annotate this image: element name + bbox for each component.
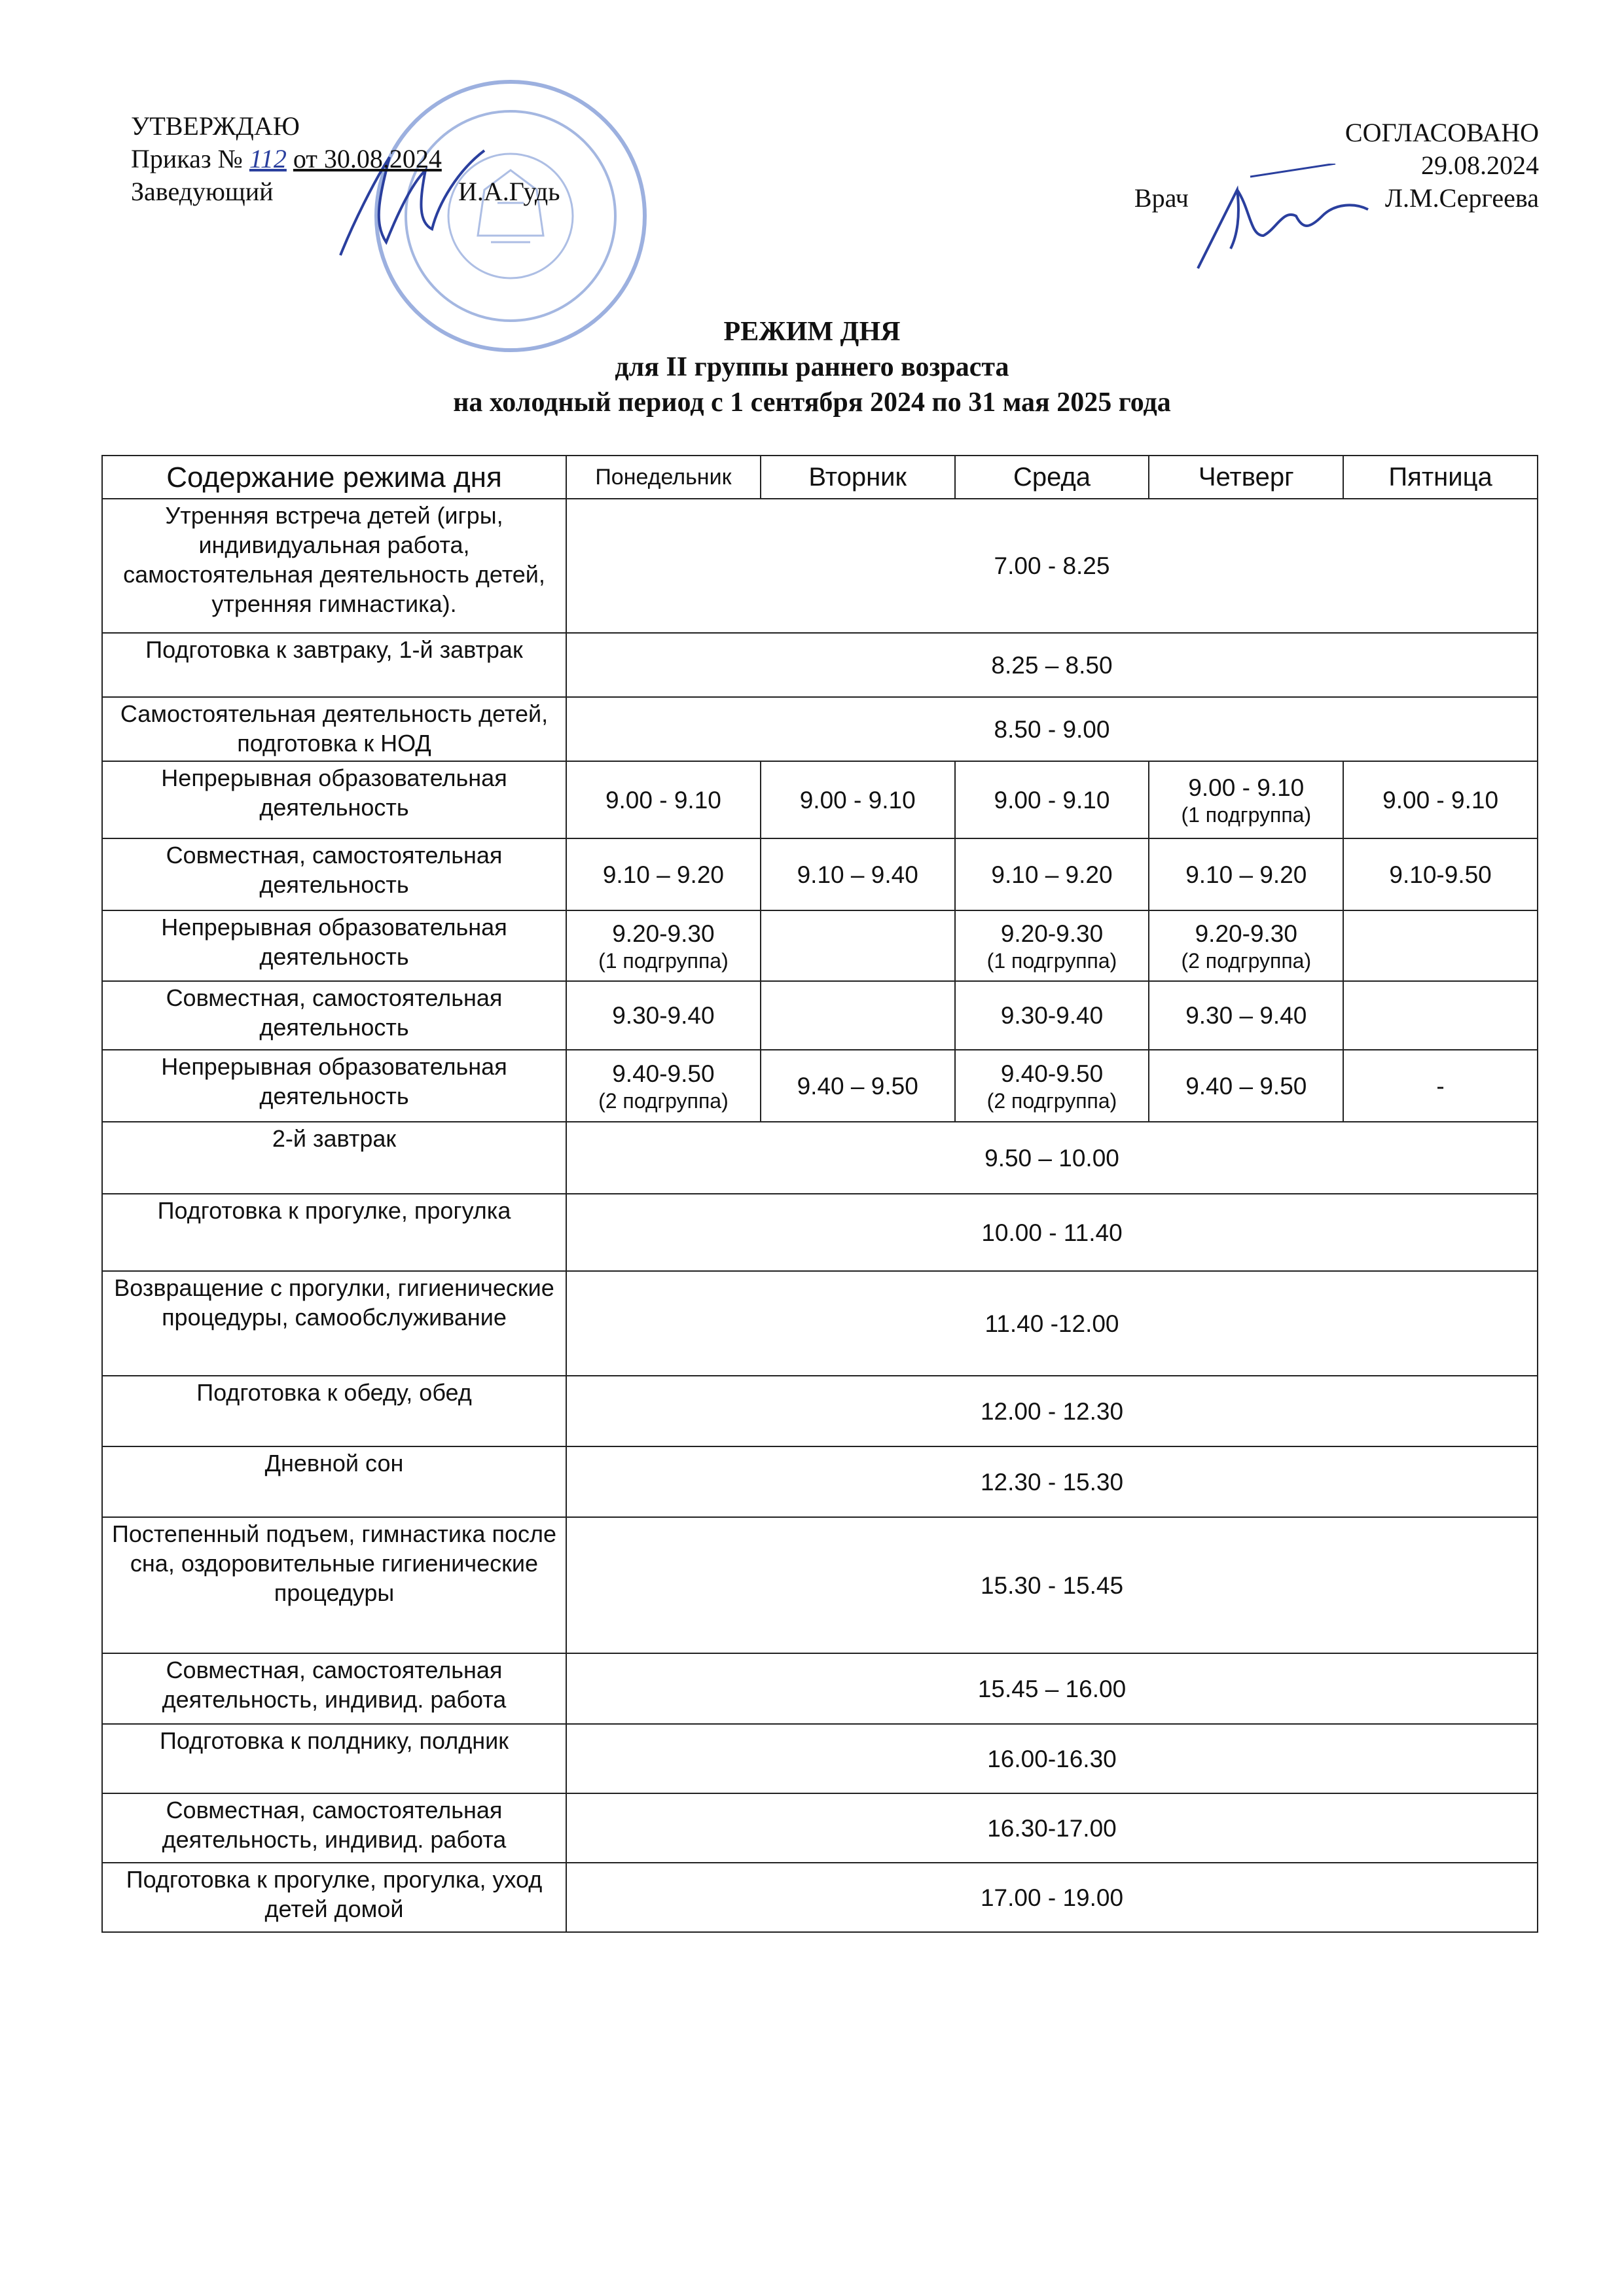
day-time: 9.00 - 9.10 bbox=[799, 786, 916, 814]
time-cell: 11.40 -12.00 bbox=[566, 1271, 1538, 1376]
table-row bbox=[102, 697, 1538, 761]
document-title bbox=[0, 314, 1624, 420]
activity-cell: Совместная, самостоятельная деятельность, индивид. работа bbox=[102, 1653, 566, 1724]
approver-name: И.А.Гудь bbox=[458, 177, 560, 206]
header-wednesday: Среда bbox=[955, 456, 1149, 499]
activity-cell: Непрерывная образовательная деятельность bbox=[102, 1050, 566, 1122]
table-row bbox=[102, 1793, 1538, 1863]
header-thursday: Четверг bbox=[1149, 456, 1343, 499]
activity-cell: Подготовка к обеду, обед bbox=[102, 1376, 566, 1446]
table-row bbox=[102, 910, 1538, 981]
activity-cell: Подготовка к прогулке, прогулка, уход детей домой bbox=[102, 1863, 566, 1932]
agreed-word: СОГЛАСОВАНО bbox=[1344, 118, 1539, 147]
header-monday: Понедельник bbox=[566, 456, 761, 499]
table-row bbox=[102, 1724, 1538, 1793]
monday-cell bbox=[566, 838, 761, 910]
activity-cell: Постепенный подъем, гимнастика после сна, оздоровительные гигиенические процедуры bbox=[102, 1517, 566, 1653]
order-date: от 30.08.2024 bbox=[293, 144, 442, 173]
friday-cell bbox=[1343, 761, 1538, 838]
subgroup-note: (1 подгруппа) bbox=[986, 948, 1117, 973]
friday-cell bbox=[1343, 838, 1538, 910]
friday-cell bbox=[1343, 981, 1538, 1050]
thursday-cell bbox=[1149, 1050, 1343, 1122]
table-row bbox=[102, 838, 1538, 910]
time-cell: 12.00 - 12.30 bbox=[566, 1376, 1538, 1446]
time-cell: 8.25 – 8.50 bbox=[566, 633, 1538, 697]
day-time: 9.00 - 9.10 bbox=[1382, 786, 1499, 814]
title-line-3: на холодный период с 1 сентября 2024 по 31 мая 2025 года bbox=[453, 387, 1171, 418]
header-tuesday: Вторник bbox=[761, 456, 955, 499]
activity-cell: Самостоятельная деятельность детей, подготовка к НОД bbox=[102, 697, 566, 761]
table-row bbox=[102, 1050, 1538, 1122]
tuesday-cell bbox=[761, 910, 955, 981]
activity-cell: Подготовка к завтраку, 1-й завтрак bbox=[102, 633, 566, 697]
day-time: - bbox=[1436, 1072, 1445, 1100]
order-number: 112 bbox=[249, 144, 287, 173]
table-row bbox=[102, 499, 1538, 633]
day-time: 9.20-9.30 bbox=[1195, 920, 1297, 947]
time-cell: 8.50 - 9.00 bbox=[566, 697, 1538, 761]
day-time: 9.30 – 9.40 bbox=[1185, 1002, 1307, 1029]
subgroup-note: (1 подгруппа) bbox=[1181, 802, 1312, 827]
subgroup-note: (2 подгруппа) bbox=[598, 1088, 729, 1113]
day-time: 9.10 – 9.20 bbox=[602, 861, 724, 888]
activity-cell: Возвращение с прогулки, гигиенические процедуры, самообслуживание bbox=[102, 1271, 566, 1376]
time-cell: 9.50 – 10.00 bbox=[566, 1122, 1538, 1194]
day-time: 9.00 - 9.10 bbox=[605, 786, 721, 814]
wednesday-cell bbox=[955, 1050, 1149, 1122]
day-time: 9.20-9.30 bbox=[1000, 920, 1104, 947]
table-row bbox=[102, 1122, 1538, 1194]
time-cell: 16.30-17.00 bbox=[566, 1793, 1538, 1863]
approval-block bbox=[131, 110, 560, 208]
tuesday-cell bbox=[761, 1050, 955, 1122]
thursday-cell bbox=[1149, 981, 1343, 1050]
thursday-cell bbox=[1149, 838, 1343, 910]
friday-cell bbox=[1343, 910, 1538, 981]
activity-cell: Подготовка к прогулке, прогулка bbox=[102, 1194, 566, 1271]
doctor-name: Л.М.Сергеева bbox=[1384, 183, 1539, 213]
activity-cell: Совместная, самостоятельная деятельность bbox=[102, 981, 566, 1050]
day-time: 9.30-9.40 bbox=[1000, 1002, 1104, 1029]
header-friday: Пятница bbox=[1343, 456, 1538, 499]
day-time: 9.10 – 9.20 bbox=[1185, 861, 1307, 888]
wednesday-cell bbox=[955, 910, 1149, 981]
activity-cell: Утренняя встреча детей (игры, индивидуальная работа, самостоятельная деятельность детей, утренняя гимнастика). bbox=[102, 499, 566, 633]
tuesday-cell bbox=[761, 761, 955, 838]
title-line-1: РЕЖИМ ДНЯ bbox=[723, 317, 901, 347]
day-time: 9.00 - 9.10 bbox=[1188, 774, 1305, 801]
day-time: 9.00 - 9.10 bbox=[994, 786, 1110, 814]
day-time: 9.40-9.50 bbox=[612, 1060, 715, 1087]
day-time: 9.30-9.40 bbox=[612, 1002, 715, 1029]
friday-cell bbox=[1343, 1050, 1538, 1122]
activity-cell: Непрерывная образовательная деятельность bbox=[102, 910, 566, 981]
thursday-cell bbox=[1149, 761, 1343, 838]
table-row bbox=[102, 1271, 1538, 1376]
order-prefix: Приказ № bbox=[131, 144, 243, 173]
table-row bbox=[102, 1376, 1538, 1446]
header-activity: Содержание режима дня bbox=[102, 456, 566, 499]
approver-position: Заведующий bbox=[131, 177, 274, 206]
time-cell: 17.00 - 19.00 bbox=[566, 1863, 1538, 1932]
day-time: 9.40 – 9.50 bbox=[1185, 1072, 1307, 1100]
agreement-date: 29.08.2024 bbox=[1421, 151, 1539, 180]
activity-cell: Непрерывная образовательная деятельность bbox=[102, 761, 566, 838]
day-time: 9.10-9.50 bbox=[1389, 861, 1492, 888]
monday-cell bbox=[566, 910, 761, 981]
tuesday-cell bbox=[761, 981, 955, 1050]
time-cell: 16.00-16.30 bbox=[566, 1724, 1538, 1793]
activity-cell: Совместная, самостоятельная деятельность bbox=[102, 838, 566, 910]
doctor-position: Врач bbox=[1134, 183, 1189, 213]
activity-cell: Дневной сон bbox=[102, 1446, 566, 1517]
title-line-2: для II группы раннего возраста bbox=[615, 352, 1009, 382]
table-header-row bbox=[102, 456, 1538, 499]
time-cell: 10.00 - 11.40 bbox=[566, 1194, 1538, 1271]
table-row bbox=[102, 1446, 1538, 1517]
schedule-table bbox=[101, 455, 1538, 1933]
subgroup-note: (2 подгруппа) bbox=[1181, 948, 1312, 973]
time-cell: 15.30 - 15.45 bbox=[566, 1517, 1538, 1653]
day-time: 9.20-9.30 bbox=[612, 920, 715, 947]
monday-cell bbox=[566, 1050, 761, 1122]
thursday-cell bbox=[1149, 910, 1343, 981]
table-row bbox=[102, 1517, 1538, 1653]
table-row bbox=[102, 1863, 1538, 1932]
time-cell: 15.45 – 16.00 bbox=[566, 1653, 1538, 1724]
activity-cell: Совместная, самостоятельная деятельность, индивид. работа bbox=[102, 1793, 566, 1863]
day-time: 9.40 – 9.50 bbox=[797, 1072, 918, 1100]
order-line bbox=[131, 143, 560, 175]
subgroup-note: (2 подгруппа) bbox=[986, 1088, 1117, 1113]
monday-cell bbox=[566, 761, 761, 838]
day-time: 9.10 – 9.20 bbox=[991, 861, 1113, 888]
table-row bbox=[102, 761, 1538, 838]
time-cell: 7.00 - 8.25 bbox=[566, 499, 1538, 633]
day-time: 9.40-9.50 bbox=[1000, 1060, 1104, 1087]
activity-cell: Подготовка к полднику, полдник bbox=[102, 1724, 566, 1793]
table-row bbox=[102, 633, 1538, 697]
time-cell: 12.30 - 15.30 bbox=[566, 1446, 1538, 1517]
table-row bbox=[102, 981, 1538, 1050]
subgroup-note: (1 подгруппа) bbox=[598, 948, 729, 973]
wednesday-cell bbox=[955, 838, 1149, 910]
approver-line bbox=[131, 175, 560, 208]
agreement-block bbox=[1134, 117, 1539, 215]
tuesday-cell bbox=[761, 838, 955, 910]
wednesday-cell bbox=[955, 761, 1149, 838]
monday-cell bbox=[566, 981, 761, 1050]
doctor-line bbox=[1134, 182, 1539, 215]
wednesday-cell bbox=[955, 981, 1149, 1050]
table-row bbox=[102, 1194, 1538, 1271]
table-row bbox=[102, 1653, 1538, 1724]
day-time: 9.10 – 9.40 bbox=[797, 861, 918, 888]
activity-cell: 2-й завтрак bbox=[102, 1122, 566, 1194]
approve-word: УТВЕРЖДАЮ bbox=[131, 111, 300, 141]
